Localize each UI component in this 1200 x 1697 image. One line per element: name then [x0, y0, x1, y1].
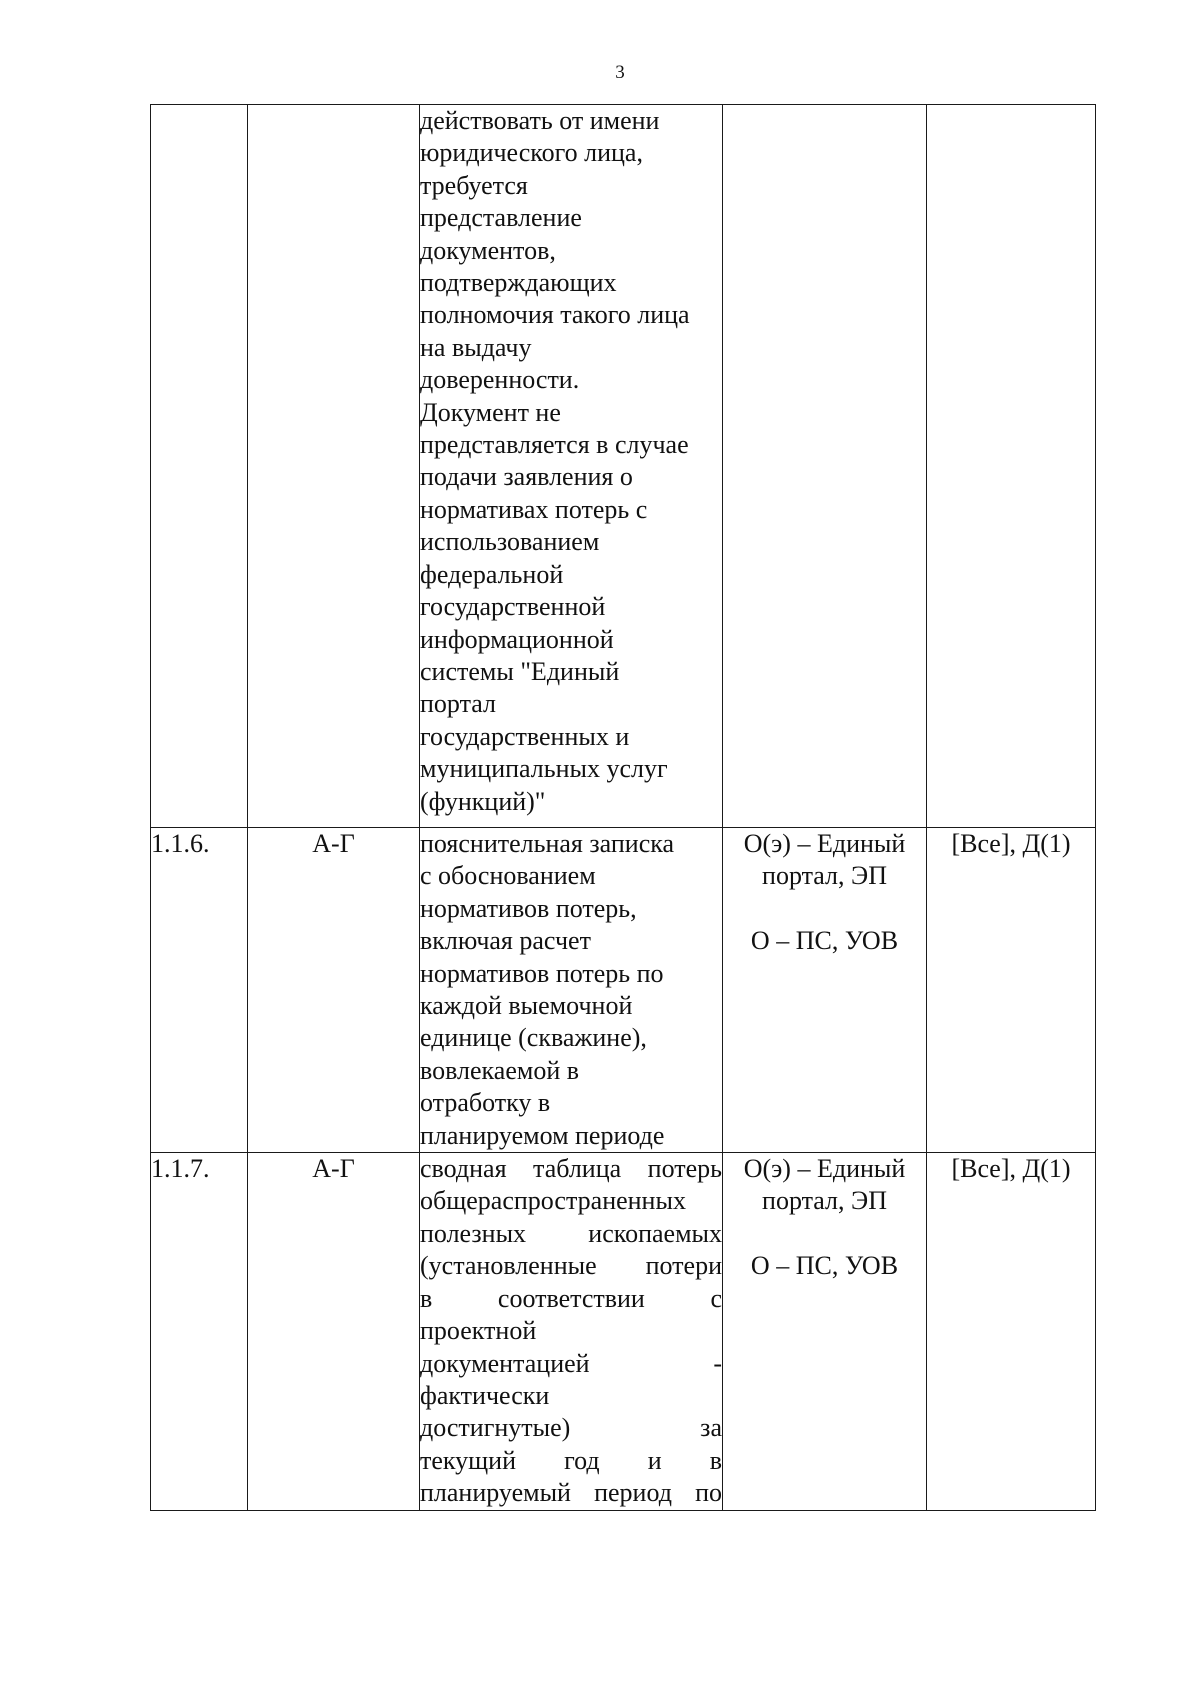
- form-spacer: [723, 893, 926, 925]
- item-number-cell: [151, 105, 248, 828]
- table-row: [151, 1153, 1096, 1510]
- table-row: [151, 105, 1096, 828]
- table-row: [151, 828, 1096, 1153]
- item-number-cell: 1.1.7.: [151, 1153, 248, 1510]
- submission-form-electronic: О(э) – Единый портал, ЭП: [743, 829, 906, 891]
- applicant-category-cell: А-Г: [248, 1153, 420, 1510]
- document-description-text: действовать от имени юридического лица, требуется представление документов, подтверждающих полномочия такого лица на выдачу доверенности. Документ не представляется в случае подачи заявления о нормативах потерь с использованием федеральной государственной информационной системы "Единый портал государственных и муниципальных услуг (функций)": [420, 106, 690, 816]
- submission-form-paper: О – ПС, УОВ: [750, 1250, 899, 1280]
- item-number-cell: 1.1.6.: [151, 828, 248, 1153]
- document-description-text: сводная таблица потерь общераспространенных полезных ископаемых (установленные потери в соответствии с проектной документацией - фактически достигнутые) за текущий год и в планируемый период по: [420, 1154, 722, 1508]
- document-description-cell: [420, 828, 723, 1153]
- document-description-text: пояснительная записка с обоснованием нормативов потерь, включая расчет нормативов потерь по каждой выемочной единице (скважине), вовлекаемой в отработку в планируемом периоде: [420, 829, 675, 1150]
- applicant-category-cell: А-Г: [248, 828, 420, 1153]
- submission-form-cell: [723, 105, 927, 828]
- submission-form-electronic: О(э) – Единый портал, ЭП: [743, 1154, 906, 1216]
- applicant-category-cell: [248, 105, 420, 828]
- requirements-table: [150, 104, 1096, 1511]
- document-description-cell: [420, 1153, 723, 1510]
- submission-form-cell: [723, 828, 927, 1153]
- conditions-cell: [Все], Д(1): [927, 1153, 1096, 1510]
- page-number: 3: [615, 62, 625, 83]
- form-spacer: [723, 1218, 926, 1250]
- document-description-cell: [420, 105, 723, 828]
- submission-form-cell: [723, 1153, 927, 1510]
- submission-form-paper: О – ПС, УОВ: [750, 925, 899, 955]
- conditions-cell: [927, 105, 1096, 828]
- conditions-cell: [Все], Д(1): [927, 828, 1096, 1153]
